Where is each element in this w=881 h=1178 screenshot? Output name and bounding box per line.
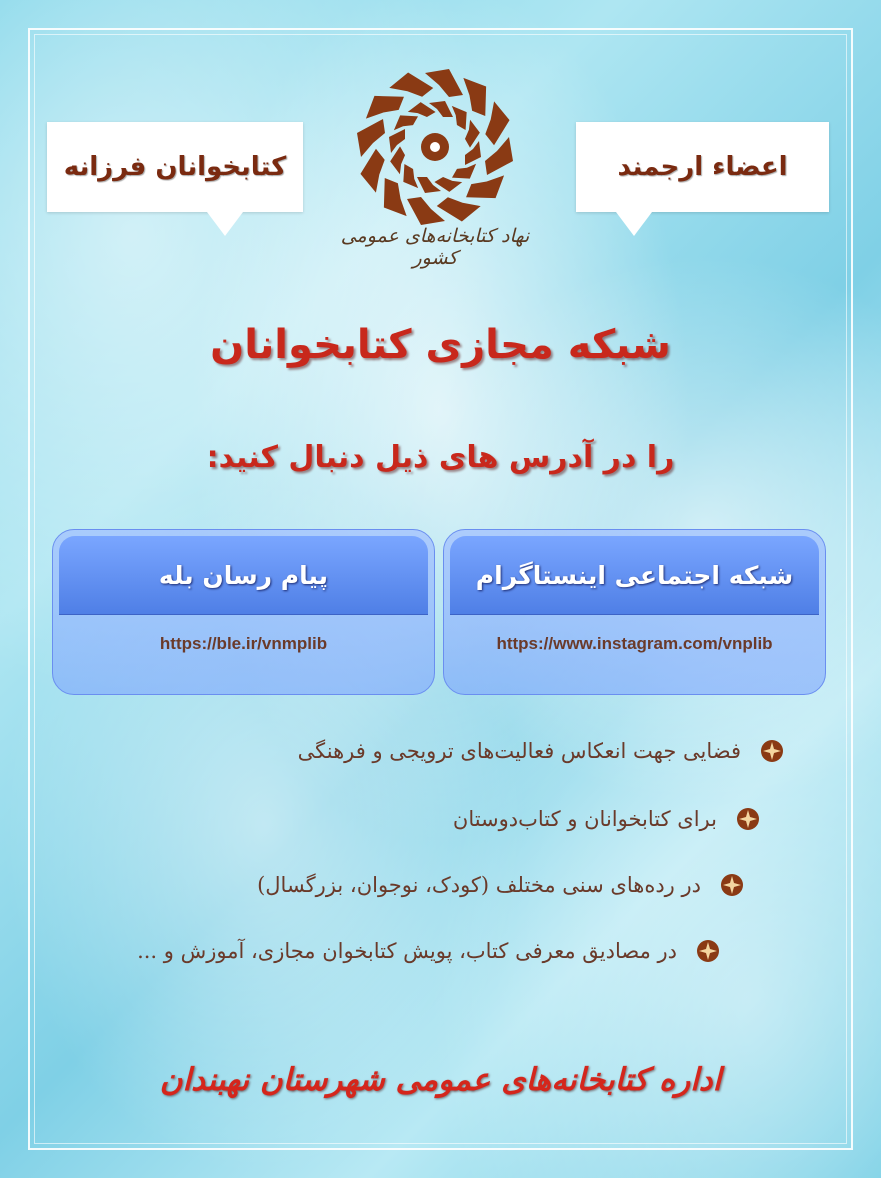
list-item-text: فضایی جهت انعکاس فعالیت‌های ترویجی و فرهنگی xyxy=(297,739,741,763)
footer-organization: اداره کتابخانه‌های عمومی شهرستان نهبندان xyxy=(159,1062,722,1098)
instagram-card xyxy=(443,529,826,695)
ornament-bullet-icon xyxy=(695,938,721,964)
page-title: شبکه مجازی کتابخوانان xyxy=(210,322,671,368)
list-item xyxy=(257,872,745,898)
bubble-readers-text: کتابخوانان فرزانه xyxy=(63,152,287,182)
bubble-members-text: اعضاء ارجمند xyxy=(617,152,788,182)
ble-card xyxy=(52,529,435,695)
ornament-bullet-icon xyxy=(735,806,761,832)
list-item xyxy=(453,806,761,832)
list-item-text: در رده‌های سنی مختلف (کودک، نوجوان، بزرگسال) xyxy=(257,873,701,897)
instagram-card-header xyxy=(450,536,819,615)
page-subtitle: را در آدرس های ذیل دنبال کنید: xyxy=(206,440,675,475)
speech-bubble-members xyxy=(576,122,829,212)
instagram-card-label: شبکه اجتماعی اینستاگرام xyxy=(475,560,794,590)
instagram-link[interactable]: https://www.instagram.com/vnplib xyxy=(496,634,773,653)
list-item-text: برای کتابخوانان و کتاب‌دوستان xyxy=(452,807,717,831)
list-item xyxy=(137,938,721,964)
list-item xyxy=(298,738,785,764)
list-item-text: در مصادیق معرفی کتاب، پویش کتابخوان مجازی، آموزش و ... xyxy=(137,939,677,963)
ble-card-label: پیام رسان بله xyxy=(158,560,329,590)
ble-card-header xyxy=(59,536,428,615)
ornament-bullet-icon xyxy=(759,738,785,764)
logo-caption: نهاد کتابخانه‌های عمومی کشور xyxy=(340,225,530,269)
speech-bubble-readers xyxy=(47,122,303,212)
ornament-bullet-icon xyxy=(719,872,745,898)
ble-link[interactable]: https://ble.ir/vnmplib xyxy=(159,634,328,653)
